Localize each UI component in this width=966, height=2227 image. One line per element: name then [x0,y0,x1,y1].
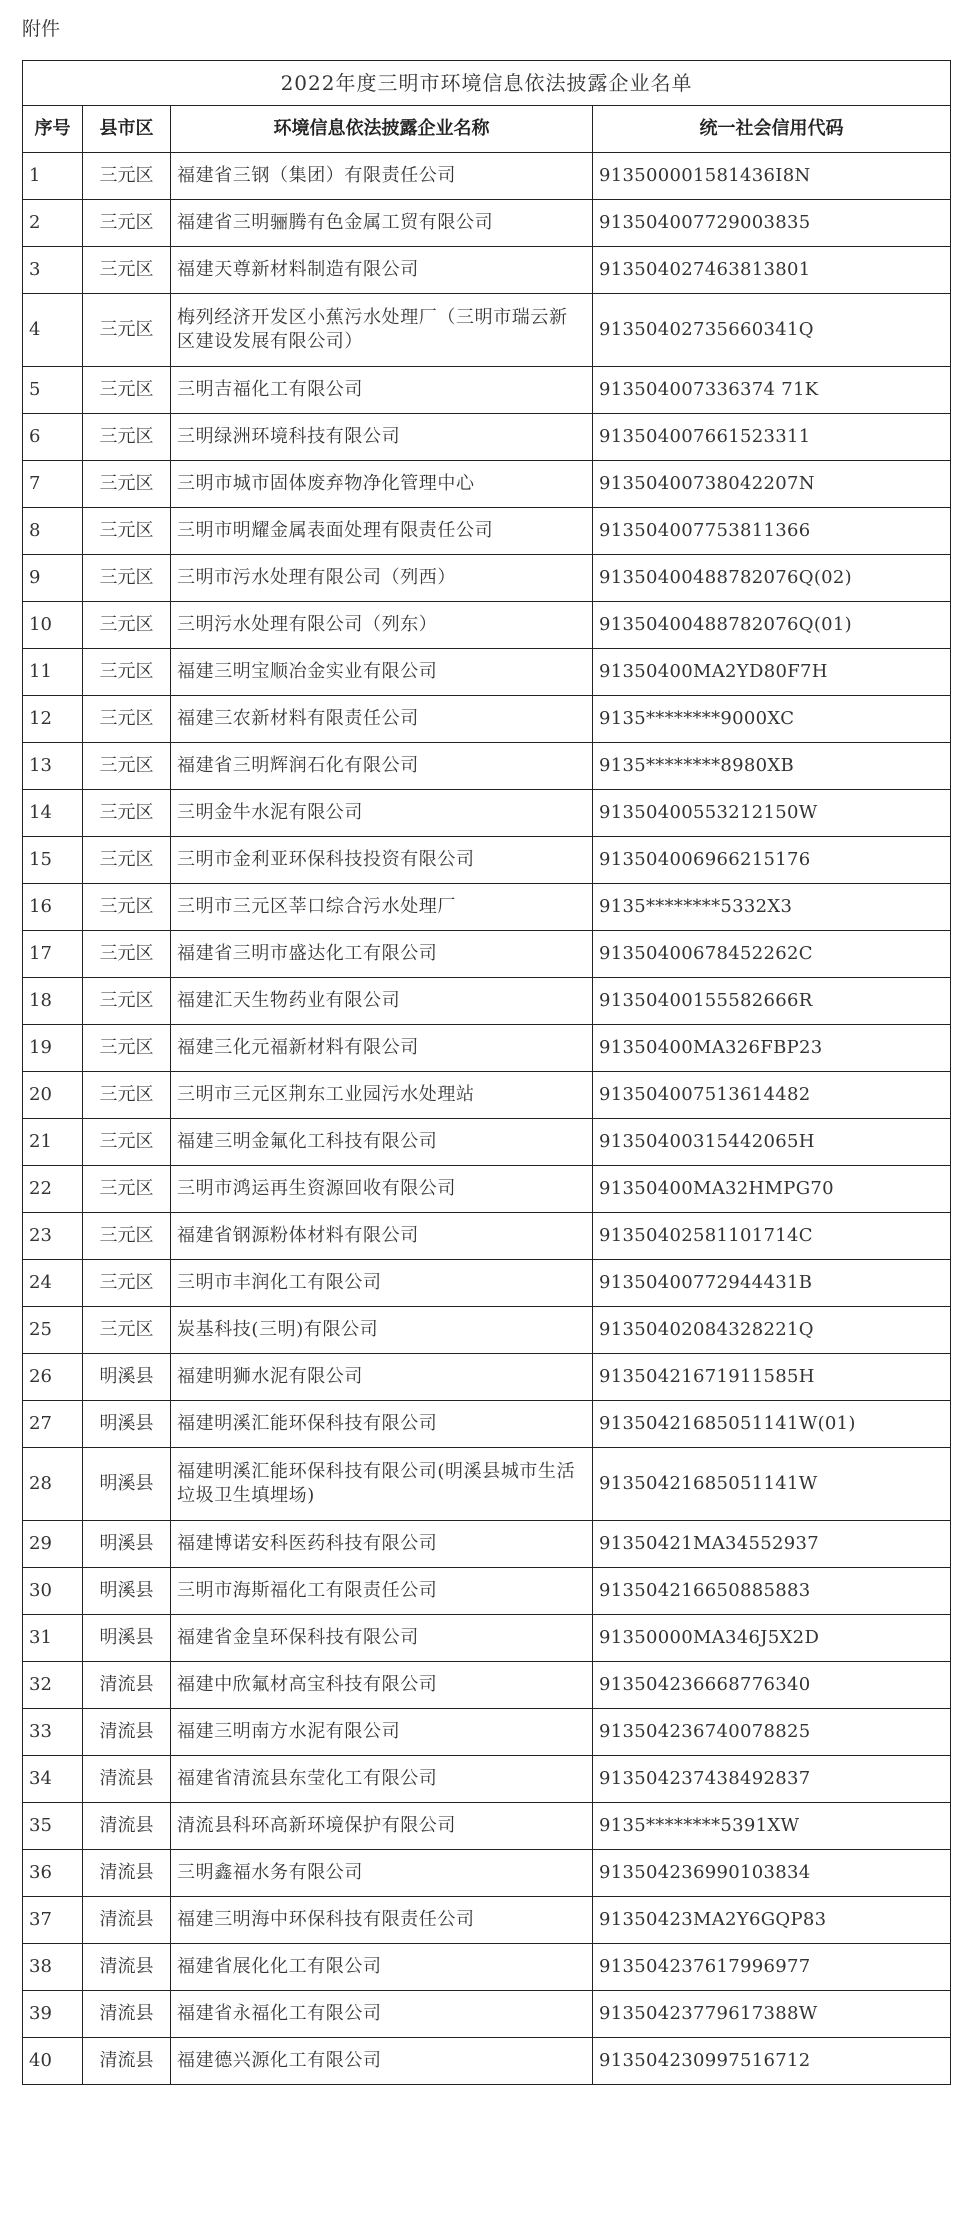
cell-county: 明溪县 [83,1568,171,1615]
cell-county: 清流县 [83,1850,171,1897]
cell-enterprise-name: 三明市城市固体废弃物净化管理中心 [171,461,593,508]
cell-serial-number: 5 [23,367,83,414]
cell-county: 清流县 [83,1991,171,2038]
cell-enterprise-name: 福建博诺安科医药科技有限公司 [171,1521,593,1568]
cell-serial-number: 30 [23,1568,83,1615]
cell-credit-code: 91350402084328221Q [593,1307,951,1354]
table-row [23,1850,951,1897]
table-row [23,2038,951,2085]
table-row [23,743,951,790]
cell-serial-number: 19 [23,1025,83,1072]
header-serial-number: 序号 [23,106,83,153]
cell-serial-number: 8 [23,508,83,555]
cell-enterprise-name: 福建三明金氟化工科技有限公司 [171,1119,593,1166]
cell-enterprise-name: 三明市鸿运再生资源回收有限公司 [171,1166,593,1213]
cell-enterprise-name: 福建三化元福新材料有限公司 [171,1025,593,1072]
cell-credit-code: 91350400155582666R [593,978,951,1025]
cell-county: 三元区 [83,1307,171,1354]
cell-serial-number: 16 [23,884,83,931]
cell-county: 清流县 [83,1897,171,1944]
cell-credit-code: 913504007753811366 [593,508,951,555]
cell-county: 三元区 [83,1025,171,1072]
cell-credit-code: 913504230997516712 [593,2038,951,2085]
cell-county: 三元区 [83,743,171,790]
cell-serial-number: 37 [23,1897,83,1944]
cell-serial-number: 26 [23,1354,83,1401]
cell-credit-code: 91350400MA2YD80F7H [593,649,951,696]
table-row [23,294,951,367]
table-title: 2022年度三明市环境信息依法披露企业名单 [23,61,951,106]
cell-enterprise-name: 福建德兴源化工有限公司 [171,2038,593,2085]
cell-county: 明溪县 [83,1401,171,1448]
cell-credit-code: 913504007336374 71K [593,367,951,414]
cell-credit-code: 913504237617996977 [593,1944,951,1991]
cell-serial-number: 14 [23,790,83,837]
cell-county: 清流县 [83,1756,171,1803]
cell-credit-code: 913500001581436I8N [593,153,951,200]
cell-credit-code: 913504007729003835 [593,200,951,247]
table-row [23,1756,951,1803]
cell-enterprise-name: 福建省三明市盛达化工有限公司 [171,931,593,978]
table-row [23,1448,951,1521]
table-body [23,153,951,2085]
cell-serial-number: 36 [23,1850,83,1897]
cell-enterprise-name: 三明金牛水泥有限公司 [171,790,593,837]
table-row [23,1354,951,1401]
table-row [23,1568,951,1615]
cell-county: 三元区 [83,602,171,649]
cell-credit-code: 91350400772944431B [593,1260,951,1307]
cell-credit-code: 91350400315442065H [593,1119,951,1166]
cell-county: 明溪县 [83,1521,171,1568]
cell-credit-code: 91350400738042207N [593,461,951,508]
cell-county: 三元区 [83,1072,171,1119]
table-row [23,1521,951,1568]
cell-enterprise-name: 福建省三钢（集团）有限责任公司 [171,153,593,200]
cell-enterprise-name: 三明市丰润化工有限公司 [171,1260,593,1307]
table-row [23,247,951,294]
cell-county: 三元区 [83,790,171,837]
cell-credit-code: 9135********5391XW [593,1803,951,1850]
cell-serial-number: 10 [23,602,83,649]
cell-enterprise-name: 福建三明海中环保科技有限责任公司 [171,1897,593,1944]
cell-enterprise-name: 三明市污水处理有限公司（列西） [171,555,593,602]
cell-county: 三元区 [83,461,171,508]
cell-county: 三元区 [83,1119,171,1166]
table-row [23,1307,951,1354]
table-row [23,367,951,414]
cell-county: 明溪县 [83,1354,171,1401]
table-row [23,884,951,931]
cell-credit-code: 913504006966215176 [593,837,951,884]
cell-serial-number: 35 [23,1803,83,1850]
cell-serial-number: 38 [23,1944,83,1991]
cell-serial-number: 15 [23,837,83,884]
cell-county: 三元区 [83,1166,171,1213]
table-row [23,1025,951,1072]
cell-credit-code: 913504007661523311 [593,414,951,461]
table-row [23,1072,951,1119]
cell-serial-number: 25 [23,1307,83,1354]
cell-serial-number: 6 [23,414,83,461]
cell-county: 清流县 [83,1944,171,1991]
cell-credit-code: 91350423779617388W [593,1991,951,2038]
cell-enterprise-name: 福建汇天生物药业有限公司 [171,978,593,1025]
cell-credit-code: 91350400678452262C [593,931,951,978]
cell-credit-code: 91350421MA34552937 [593,1521,951,1568]
cell-enterprise-name: 福建三明南方水泥有限公司 [171,1709,593,1756]
cell-serial-number: 9 [23,555,83,602]
cell-county: 三元区 [83,294,171,367]
cell-enterprise-name: 福建明狮水泥有限公司 [171,1354,593,1401]
table-row [23,1119,951,1166]
cell-serial-number: 32 [23,1662,83,1709]
cell-county: 三元区 [83,931,171,978]
cell-county: 清流县 [83,1709,171,1756]
cell-enterprise-name: 福建中欣氟材高宝科技有限公司 [171,1662,593,1709]
table-row [23,931,951,978]
cell-county: 三元区 [83,555,171,602]
cell-serial-number: 2 [23,200,83,247]
table-row [23,1662,951,1709]
cell-serial-number: 22 [23,1166,83,1213]
cell-credit-code: 913504027463813801 [593,247,951,294]
cell-credit-code: 9135********5332X3 [593,884,951,931]
cell-enterprise-name: 三明市三元区荆东工业园污水处理站 [171,1072,593,1119]
cell-enterprise-name: 三明污水处理有限公司（列东） [171,602,593,649]
cell-county: 清流县 [83,1662,171,1709]
cell-serial-number: 40 [23,2038,83,2085]
cell-enterprise-name: 福建省清流县东莹化工有限公司 [171,1756,593,1803]
header-county: 县市区 [83,106,171,153]
cell-enterprise-name: 三明市三元区莘口综合污水处理厂 [171,884,593,931]
cell-serial-number: 28 [23,1448,83,1521]
cell-enterprise-name: 福建明溪汇能环保科技有限公司 [171,1401,593,1448]
cell-credit-code: 91350000MA346J5X2D [593,1615,951,1662]
cell-enterprise-name: 福建明溪汇能环保科技有限公司(明溪县城市生活垃圾卫生填埋场) [171,1448,593,1521]
cell-county: 三元区 [83,414,171,461]
enterprise-list-table [22,60,951,2085]
table-row [23,1803,951,1850]
table-row [23,555,951,602]
table-row [23,1401,951,1448]
cell-enterprise-name: 炭基科技(三明)有限公司 [171,1307,593,1354]
cell-serial-number: 1 [23,153,83,200]
cell-county: 清流县 [83,2038,171,2085]
table-row [23,978,951,1025]
cell-county: 三元区 [83,649,171,696]
cell-credit-code: 91350400488782076Q(01) [593,602,951,649]
table-row [23,649,951,696]
cell-credit-code: 91350400MA326FBP23 [593,1025,951,1072]
cell-enterprise-name: 三明市明耀金属表面处理有限责任公司 [171,508,593,555]
cell-enterprise-name: 三明绿洲环境科技有限公司 [171,414,593,461]
table-row [23,1709,951,1756]
table-row [23,1166,951,1213]
cell-credit-code: 913504007513614482 [593,1072,951,1119]
cell-credit-code: 913504237438492837 [593,1756,951,1803]
cell-enterprise-name: 三明吉福化工有限公司 [171,367,593,414]
header-enterprise-name: 环境信息依法披露企业名称 [171,106,593,153]
cell-serial-number: 17 [23,931,83,978]
cell-credit-code: 91350400553212150W [593,790,951,837]
cell-county: 清流县 [83,1803,171,1850]
cell-credit-code: 91350421685051141W(01) [593,1401,951,1448]
cell-enterprise-name: 福建省展化化工有限公司 [171,1944,593,1991]
cell-credit-code: 913504216650885883 [593,1568,951,1615]
cell-enterprise-name: 福建三明宝顺冶金实业有限公司 [171,649,593,696]
cell-serial-number: 27 [23,1401,83,1448]
cell-serial-number: 12 [23,696,83,743]
cell-serial-number: 34 [23,1756,83,1803]
cell-credit-code: 91350400MA32HMPG70 [593,1166,951,1213]
cell-credit-code: 91350421671911585H [593,1354,951,1401]
cell-enterprise-name: 三明市金利亚环保科技投资有限公司 [171,837,593,884]
cell-enterprise-name: 三明市海斯福化工有限责任公司 [171,1568,593,1615]
table-row [23,200,951,247]
cell-enterprise-name: 福建天尊新材料制造有限公司 [171,247,593,294]
cell-serial-number: 39 [23,1991,83,2038]
cell-serial-number: 21 [23,1119,83,1166]
cell-county: 三元区 [83,153,171,200]
header-credit-code: 统一社会信用代码 [593,106,951,153]
cell-enterprise-name: 福建省永福化工有限公司 [171,1991,593,2038]
cell-serial-number: 20 [23,1072,83,1119]
cell-county: 三元区 [83,200,171,247]
cell-credit-code: 9135********9000XC [593,696,951,743]
cell-serial-number: 7 [23,461,83,508]
cell-serial-number: 31 [23,1615,83,1662]
cell-credit-code: 91350400488782076Q(02) [593,555,951,602]
cell-enterprise-name: 清流县科环高新环境保护有限公司 [171,1803,593,1850]
cell-serial-number: 18 [23,978,83,1025]
cell-county: 三元区 [83,247,171,294]
table-row [23,790,951,837]
cell-enterprise-name: 福建省三明骊腾有色金属工贸有限公司 [171,200,593,247]
table-row [23,153,951,200]
cell-county: 三元区 [83,367,171,414]
cell-enterprise-name: 梅列经济开发区小蕉污水处理厂（三明市瑞云新区建设发展有限公司） [171,294,593,367]
table-row [23,414,951,461]
cell-county: 三元区 [83,884,171,931]
cell-serial-number: 13 [23,743,83,790]
cell-enterprise-name: 福建三农新材料有限责任公司 [171,696,593,743]
cell-enterprise-name: 福建省钢源粉体材料有限公司 [171,1213,593,1260]
attachment-label: 附件 [22,18,61,40]
cell-serial-number: 33 [23,1709,83,1756]
cell-county: 三元区 [83,696,171,743]
table-row [23,1897,951,1944]
table-row [23,508,951,555]
cell-serial-number: 24 [23,1260,83,1307]
cell-county: 明溪县 [83,1448,171,1521]
cell-county: 三元区 [83,508,171,555]
cell-credit-code: 91350421685051141W [593,1448,951,1521]
cell-credit-code: 91350402735660341Q [593,294,951,367]
table-row [23,1213,951,1260]
cell-credit-code: 9135********8980XB [593,743,951,790]
cell-credit-code: 913504236740078825 [593,1709,951,1756]
table-row [23,1615,951,1662]
cell-serial-number: 23 [23,1213,83,1260]
table-row [23,602,951,649]
cell-credit-code: 91350402581101714C [593,1213,951,1260]
cell-county: 三元区 [83,837,171,884]
cell-county: 三元区 [83,1260,171,1307]
cell-credit-code: 91350423MA2Y6GQP83 [593,1897,951,1944]
table-row [23,837,951,884]
table-row [23,1260,951,1307]
table-row [23,696,951,743]
cell-serial-number: 11 [23,649,83,696]
cell-enterprise-name: 三明鑫福水务有限公司 [171,1850,593,1897]
table-row [23,1991,951,2038]
cell-enterprise-name: 福建省三明辉润石化有限公司 [171,743,593,790]
cell-enterprise-name: 福建省金皇环保科技有限公司 [171,1615,593,1662]
cell-county: 三元区 [83,978,171,1025]
cell-serial-number: 3 [23,247,83,294]
cell-credit-code: 913504236668776340 [593,1662,951,1709]
cell-county: 三元区 [83,1213,171,1260]
cell-serial-number: 29 [23,1521,83,1568]
table-row [23,461,951,508]
cell-county: 明溪县 [83,1615,171,1662]
cell-serial-number: 4 [23,294,83,367]
cell-credit-code: 913504236990103834 [593,1850,951,1897]
table-row [23,1944,951,1991]
